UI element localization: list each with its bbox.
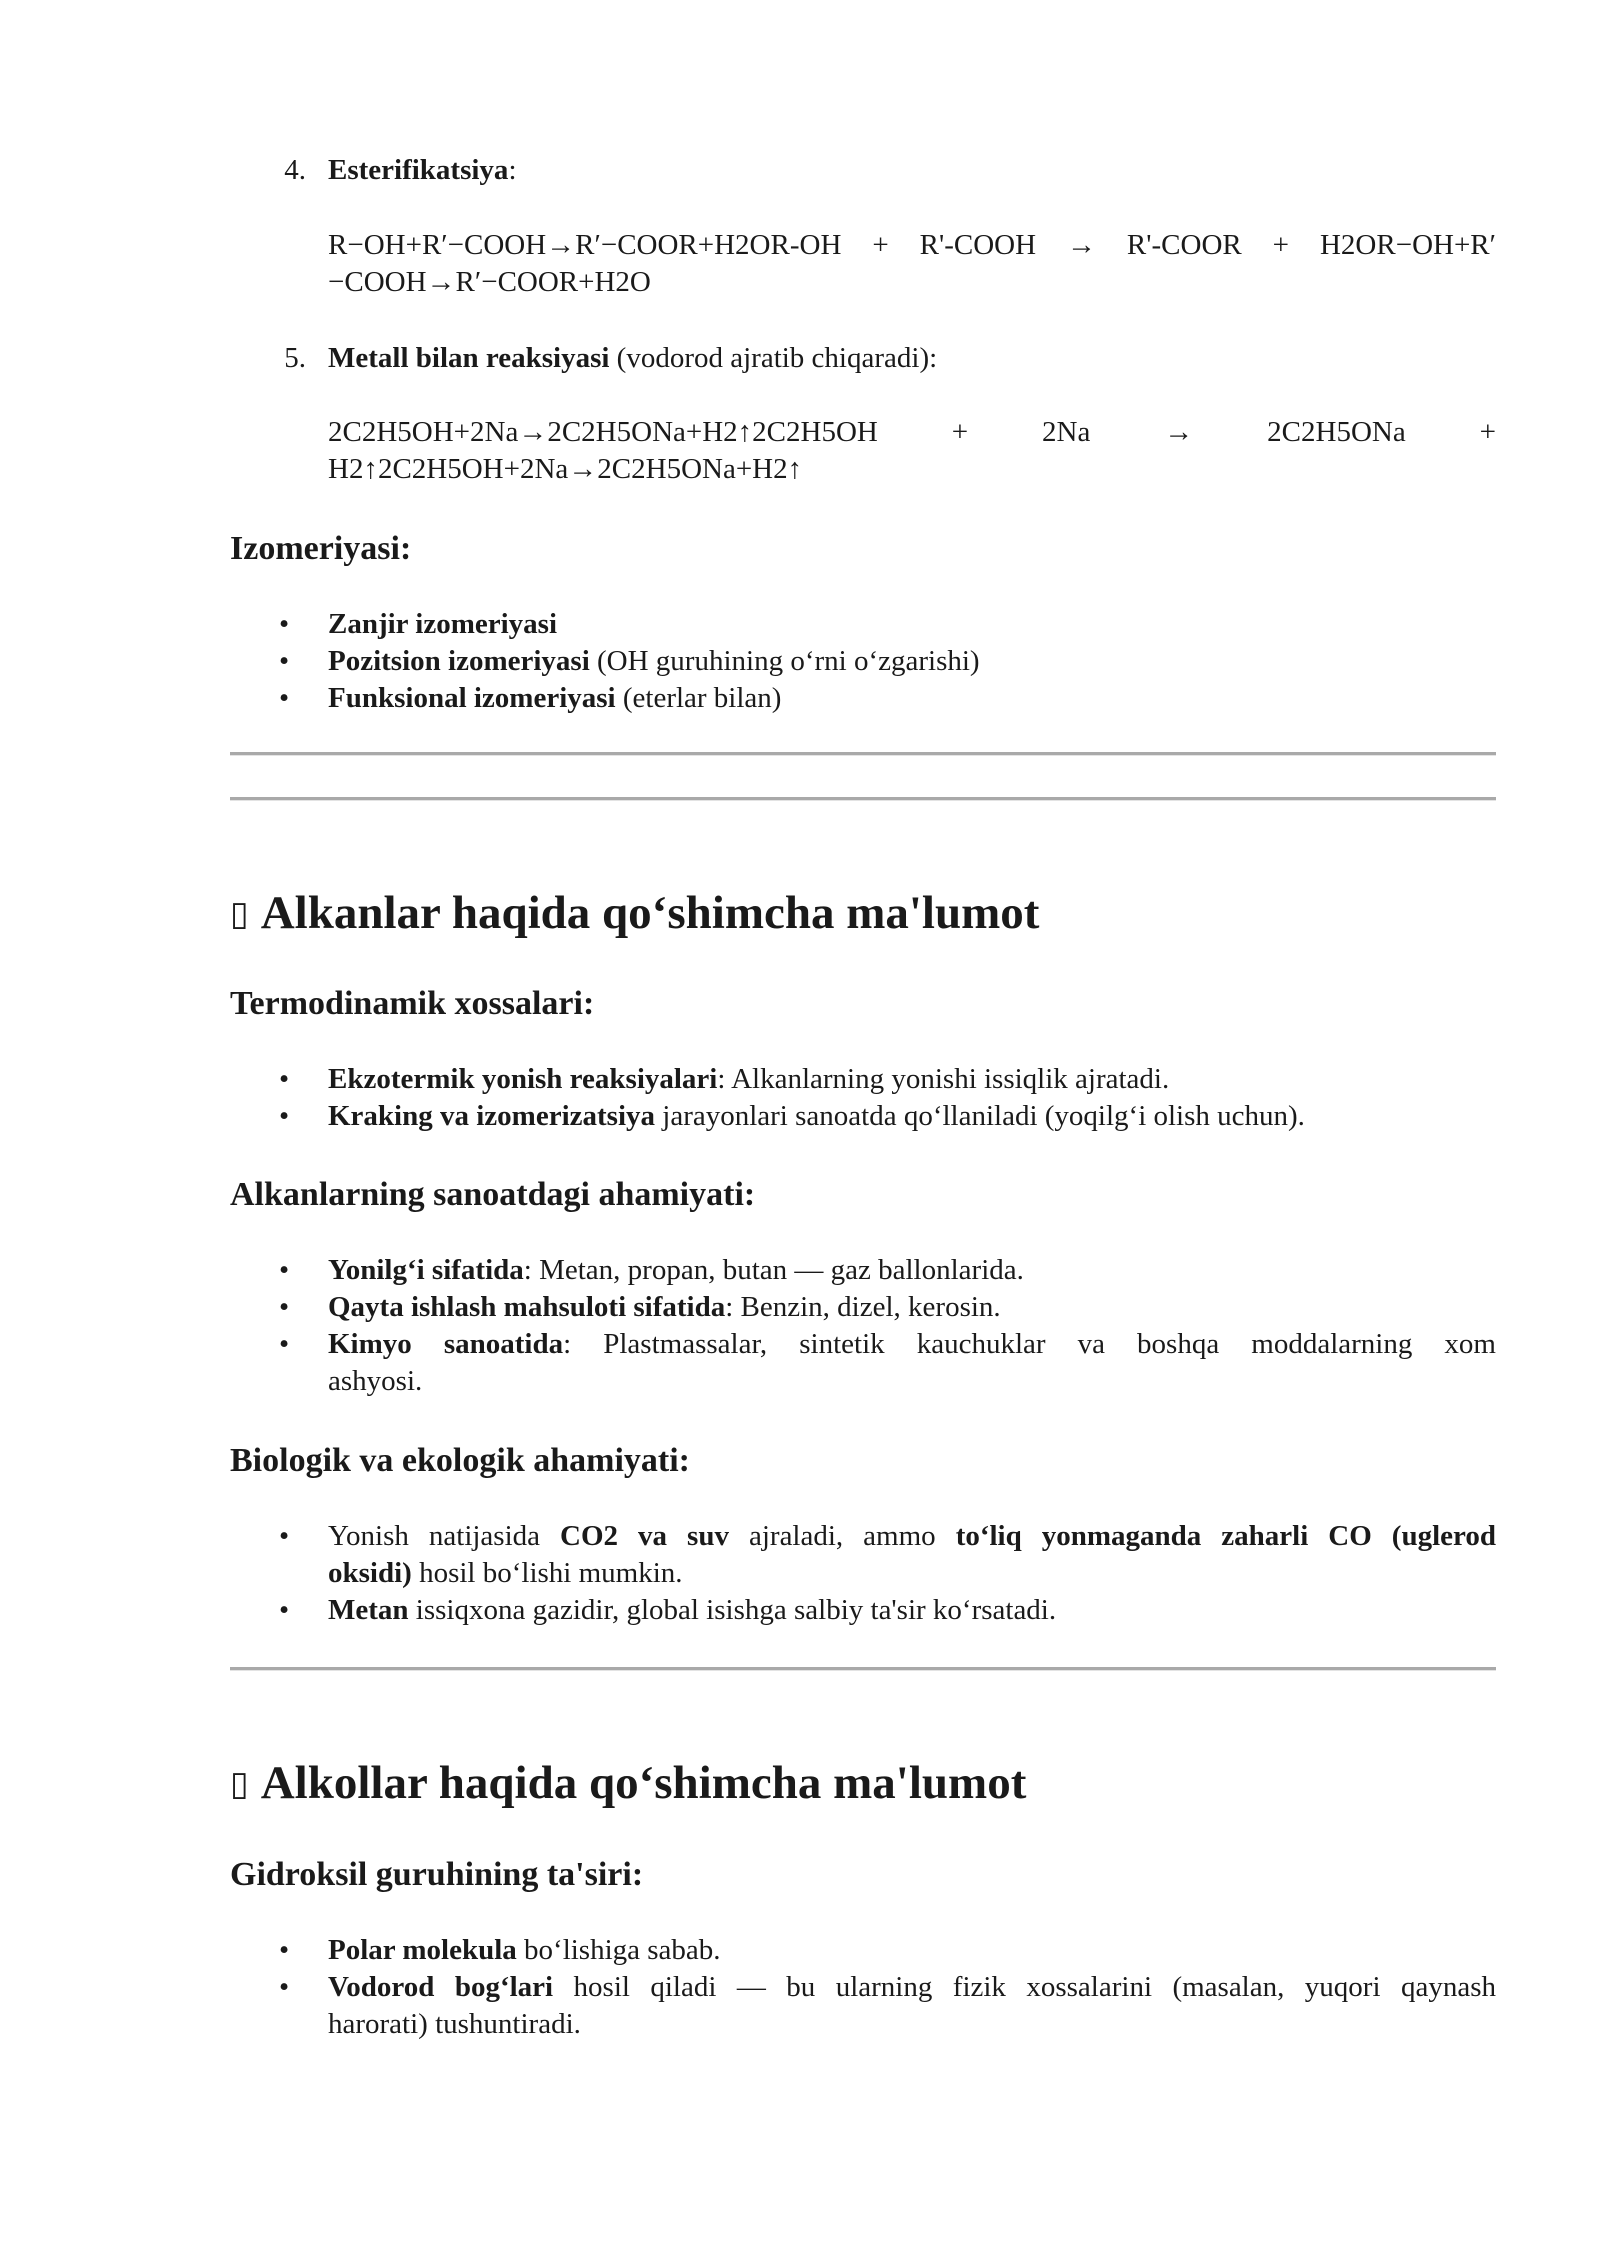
horizontal-rule — [230, 752, 1496, 756]
item-suffix: : — [508, 154, 517, 186]
subsection-heading: Gidroksil guruhining ta'siri: — [230, 1856, 644, 1893]
item-rest: (OH guruhining o‘rni o‘zgarishi) — [589, 645, 980, 677]
item-bold: Kimyo sanoatida — [328, 1328, 564, 1360]
section-title — [230, 886, 1039, 941]
item-text: hosil bo‘lishi mumkin. — [411, 1557, 683, 1589]
bullet: • — [279, 1254, 290, 1286]
item-bold: Polar molekula — [328, 1934, 517, 1966]
item-rest: (vodorod ajratib chiqaradi): — [609, 342, 938, 374]
item-bold: Kraking va izomerizatsiya — [328, 1100, 656, 1132]
list-number: 5. — [284, 342, 306, 374]
item-text: Yonish natijasida — [328, 1520, 561, 1552]
subsection-heading: Termodinamik xossalari: — [230, 985, 595, 1022]
item-bold: Pozitsion izomeriyasi — [328, 645, 590, 677]
item-bold: Zanjir izomeriyasi — [328, 608, 558, 640]
formula-line: R−OH+R′−COOH→R′−COOR+H2OR-OH + R'-COOH → R'-COOR + H2OR−OH+R′ — [328, 229, 1496, 261]
bullet: • — [279, 1594, 290, 1626]
item-bold: Funksional izomeriyasi — [328, 682, 616, 714]
section-title — [230, 1756, 1026, 1811]
item-bold: Qayta ishlash mahsuloti sifatida — [328, 1291, 726, 1323]
list-item-continuation: harorati) tushuntiradi. — [328, 2008, 581, 2040]
item-rest: (eterlar bilan) — [615, 682, 782, 714]
item-rest: : Plastmassalar, sintetik kauchuklar va boshqa moddalarning xom — [563, 1328, 1496, 1360]
item-rest: bo‘lishiga sabab. — [516, 1934, 721, 1966]
section-title-text: Alkanlar haqida qo‘shimcha ma'lumot — [260, 887, 1040, 939]
missing-glyph-icon: ▯ — [230, 894, 249, 934]
item-rest: : Metan, propan, butan — gaz ballonlarida. — [523, 1254, 1024, 1286]
subsection-heading: Alkanlarning sanoatdagi ahamiyati: — [230, 1176, 756, 1213]
bullet: • — [279, 682, 290, 714]
item-bold: CO2 va suv — [560, 1520, 729, 1552]
list-item — [328, 680, 1496, 717]
bullet: • — [279, 1063, 290, 1095]
list-item — [328, 1326, 1496, 1363]
bullet: • — [279, 1291, 290, 1323]
item-bold: Vodorod bog‘lari — [328, 1971, 554, 2003]
list-item — [328, 1932, 1496, 1969]
bullet: • — [279, 1328, 290, 1360]
bullet: • — [279, 1100, 290, 1132]
item-bold: to‘liq yonmaganda zaharli CO (uglerod — [955, 1520, 1496, 1552]
list-item — [328, 1518, 1496, 1555]
horizontal-rule — [230, 1667, 1496, 1671]
list-item — [328, 1252, 1496, 1289]
formula-line: 2C2H5OH+2Na→2C2H5ONa+H2↑2C2H5OH + 2Na → 2C2H5ONa + — [328, 416, 1496, 448]
item-rest: issiqxona gazidir, global isishga salbiy ta'sir ko‘rsatadi. — [408, 1594, 1057, 1626]
bullet: • — [279, 1520, 290, 1552]
item-title: Metall bilan reaksiyasi — [328, 342, 610, 374]
bullet: • — [279, 645, 290, 677]
item-bold: Metan — [328, 1594, 409, 1626]
item-bold: Ekzotermik yonish reaksiyalari — [328, 1063, 718, 1095]
list-item — [328, 1061, 1496, 1098]
item-rest: hosil qiladi — bu ularning fizik xossalarini (masalan, yuqori qaynash — [553, 1971, 1496, 2003]
horizontal-rule — [230, 797, 1496, 801]
list-item — [328, 1969, 1496, 2006]
list-item-esterifikatsiya — [328, 152, 1496, 189]
item-rest: : Alkanlarning yonishi issiqlik ajratadi. — [717, 1063, 1170, 1095]
list-item — [328, 606, 1496, 643]
item-text: ajraladi, ammo — [728, 1520, 956, 1552]
bullet: • — [279, 1934, 290, 1966]
item-bold: oksidi) — [328, 1557, 412, 1589]
bullet: • — [279, 1971, 290, 2003]
item-title: Esterifikatsiya — [328, 154, 509, 186]
item-rest: jarayonlari sanoatda qo‘llaniladi (yoqilg‘i olish uchun). — [655, 1100, 1305, 1132]
list-item-continuation — [328, 1555, 1496, 1592]
list-item — [328, 1289, 1496, 1326]
list-item-metall — [328, 340, 1496, 377]
formula-line: H2↑2C2H5OH+2Na→2C2H5ONa+H2↑ — [328, 453, 803, 485]
bullet: • — [279, 608, 290, 640]
formula-line: −COOH→R′−COOR+H2O — [328, 266, 651, 298]
item-rest: : Benzin, dizel, kerosin. — [725, 1291, 1001, 1323]
list-item-continuation: ashyosi. — [328, 1365, 423, 1397]
item-bold: Yonilg‘i sifatida — [328, 1254, 524, 1286]
list-item — [328, 1592, 1496, 1629]
missing-glyph-icon: ▯ — [230, 1764, 249, 1804]
section-title-text: Alkollar haqida qo‘shimcha ma'lumot — [260, 1757, 1027, 1809]
section-heading: Izomeriyasi: — [230, 530, 412, 567]
list-item — [328, 1098, 1496, 1135]
subsection-heading: Biologik va ekologik ahamiyati: — [230, 1442, 690, 1479]
list-number: 4. — [284, 154, 306, 186]
list-item — [328, 643, 1496, 680]
